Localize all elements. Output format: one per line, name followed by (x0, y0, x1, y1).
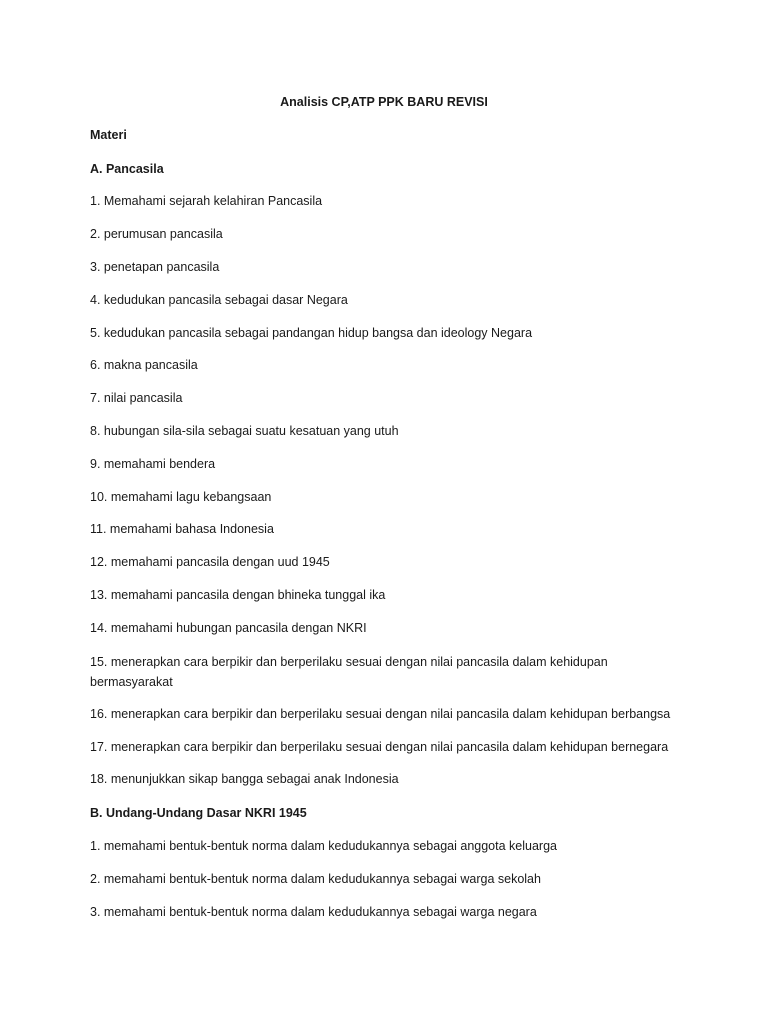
list-item: 18. menunjukkan sikap bangga sebagai anak Indonesia (90, 772, 399, 786)
list-item: 4. kedudukan pancasila sebagai dasar Negara (90, 293, 348, 307)
list-item: 14. memahami hubungan pancasila dengan NKRI (90, 621, 367, 635)
list-item: 15. menerapkan cara berpikir dan berperilaku sesuai dengan nilai pancasila dalam kehidupan bermasyarakat (90, 655, 608, 689)
list-item: 3. penetapan pancasila (90, 260, 220, 274)
list-item: 13. memahami pancasila dengan bhineka tunggal ika (90, 588, 386, 602)
list-item: 17. menerapkan cara berpikir dan berperilaku sesuai dengan nilai pancasila dalam kehidupan bernegara (90, 740, 669, 754)
list-item: 3. memahami bentuk-bentuk norma dalam kedudukannya sebagai warga negara (90, 905, 537, 919)
section-b-heading: B. Undang-Undang Dasar NKRI 1945 (90, 806, 307, 820)
list-item: 5. kedudukan pancasila sebagai pandangan hidup bangsa dan ideology Negara (90, 326, 533, 340)
section-a-heading: A. Pancasila (90, 162, 164, 176)
list-item: 8. hubungan sila-sila sebagai suatu kesatuan yang utuh (90, 424, 399, 438)
list-item: 1. Memahami sejarah kelahiran Pancasila (90, 194, 323, 208)
list-item: 2. perumusan pancasila (90, 227, 223, 241)
list-item: 2. memahami bentuk-bentuk norma dalam kedudukannya sebagai warga sekolah (90, 872, 541, 886)
list-item: 1. memahami bentuk-bentuk norma dalam kedudukannya sebagai anggota keluarga (90, 839, 557, 853)
list-item: 16. menerapkan cara berpikir dan berperilaku sesuai dengan nilai pancasila dalam kehidupan berbangsa (90, 707, 671, 721)
list-item: 9. memahami bendera (90, 457, 216, 471)
document-title: Analisis CP,ATP PPK BARU REVISI (280, 95, 488, 109)
list-item: 12. memahami pancasila dengan uud 1945 (90, 555, 330, 569)
list-item: 11. memahami bahasa Indonesia (90, 522, 274, 536)
list-item: 7. nilai pancasila (90, 391, 183, 405)
list-item: 10. memahami lagu kebangsaan (90, 490, 272, 504)
materi-heading: Materi (90, 128, 127, 142)
list-item: 6. makna pancasila (90, 358, 198, 372)
